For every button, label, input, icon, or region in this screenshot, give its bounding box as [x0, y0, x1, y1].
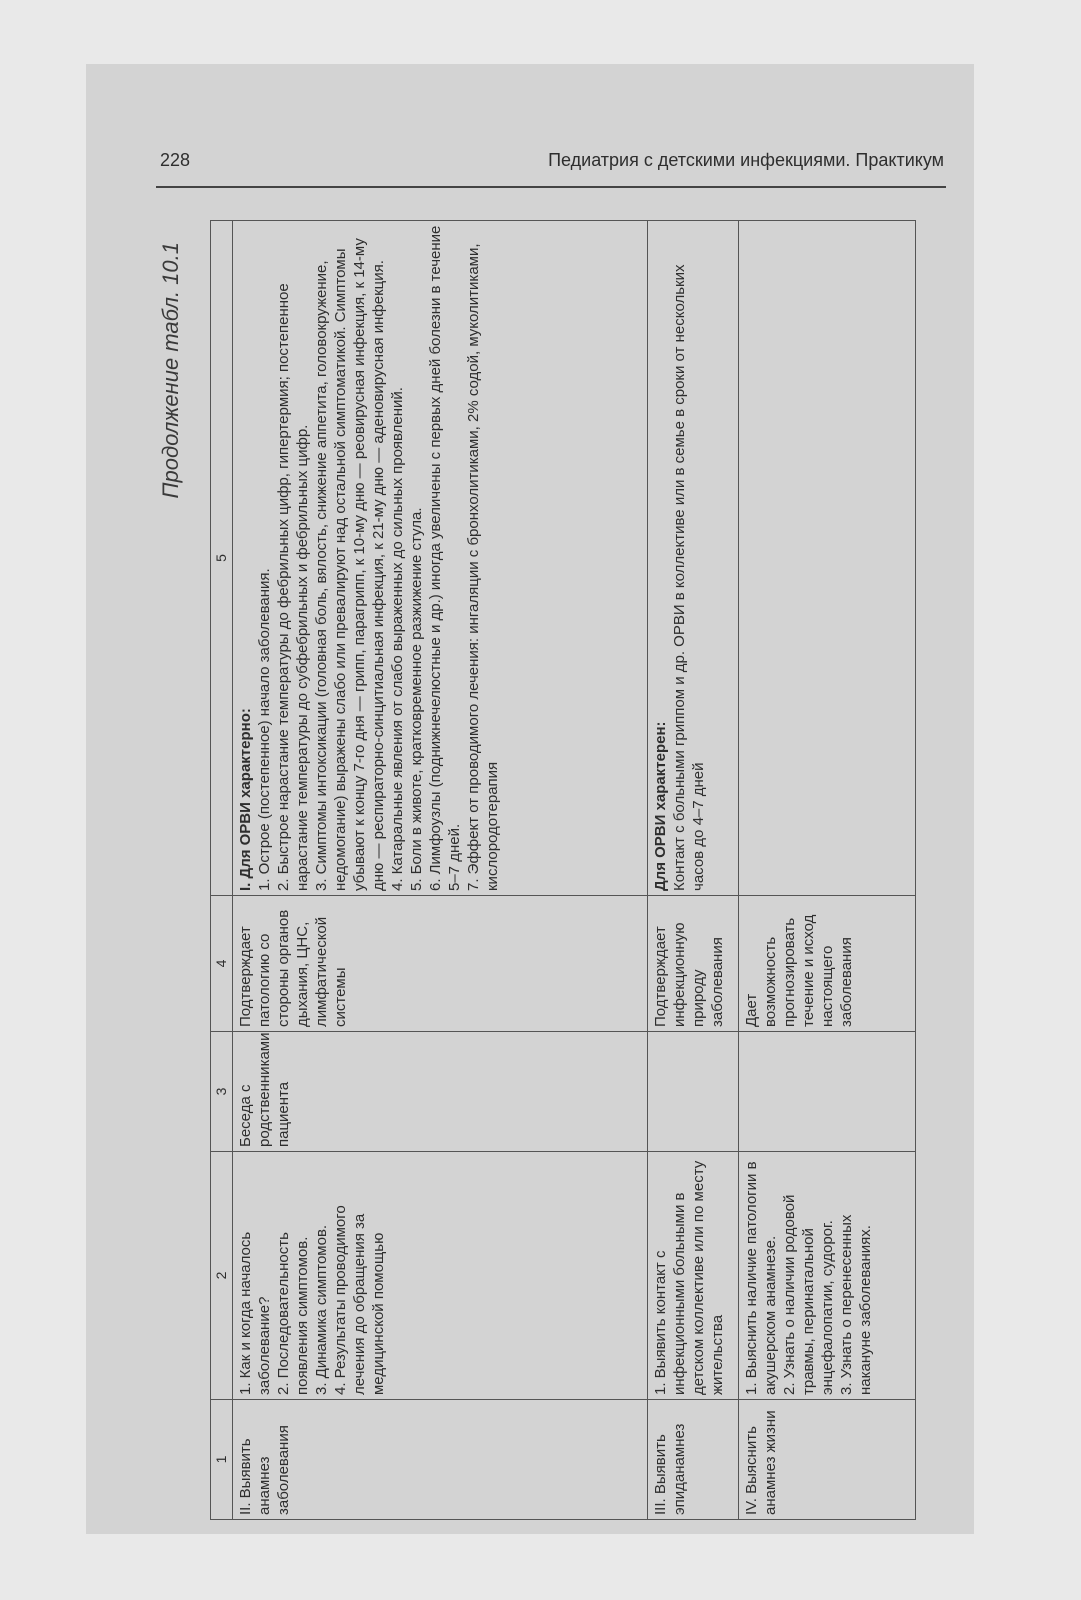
- column-header: 2: [211, 1152, 233, 1400]
- findings-cell: [233, 221, 648, 896]
- rationale-cell: Подтверждает инфекционную природу заболевания: [648, 896, 739, 1032]
- column-header: 4: [211, 896, 233, 1032]
- method-cell: Беседа с родственниками пациента: [233, 1032, 648, 1152]
- action-item: 3. Динамика симптомов.: [313, 1224, 330, 1395]
- page-header: [156, 146, 946, 188]
- action-item: 3. Узнать о перенесенных накануне заболеваниях.: [838, 1214, 874, 1395]
- stage-cell: II. Выявить анамнез заболевания: [233, 1400, 648, 1520]
- method-cell: [739, 1032, 916, 1152]
- actions-cell: [739, 1152, 916, 1400]
- finding-item: 3. Симптомы интоксикации (головная боль, вялость, снижение аппетита, головокружение, недомогание) выражены слабо или превалируют над остальной симптоматикой. Симптомы убывают к концу 7-го дня — грипп, парагрипп, к 10-му дню — реовирусная инфекция, к 14-му дню — респираторно-синцитиальная инфекция, к 21-му дню — аденовирусная инфекция.: [313, 238, 387, 891]
- table-row: [739, 221, 916, 1520]
- page-number: 228: [160, 150, 191, 170]
- finding-item: 7. Эффект от проводимого лечения: ингаляции с бронхолитиками, 2% содой, муколитиками, кислородотерапия: [465, 243, 501, 891]
- action-item: 1. Выявить контакт с инфекционными больными в детском коллективе или по месту жительства: [652, 1160, 726, 1395]
- table-header-row: [211, 221, 233, 1520]
- column-header: 3: [211, 1032, 233, 1152]
- action-item: 2. Последовательность появления симптомов.: [275, 1232, 311, 1395]
- running-title: Педиатрия с детскими инфекциями. Практикум: [548, 150, 944, 170]
- action-item: 1. Как и когда началось заболевание?: [237, 1231, 273, 1395]
- finding-item: Контакт с больными гриппом и др. ОРВИ в коллективе или в семье в сроки от нескольких часов до 4–7 дней: [671, 264, 707, 891]
- findings-cell: [739, 221, 916, 896]
- rationale-cell: Дает возможность прогнозировать течение и исход настоящего заболевания: [739, 896, 916, 1032]
- stage-cell: III. Выявить эпиданамнез: [648, 1400, 739, 1520]
- column-header: 5: [211, 221, 233, 896]
- stage-cell: IV. Выяснить анамнез жизни: [739, 1400, 916, 1520]
- finding-item: 5. Боли в животе, кратковременное разжижение стула.: [408, 507, 425, 891]
- finding-item: 6. Лимфоузлы (поднижнечелюстные и др.) иногда увеличены с первых дней болезни в течение 5–7 дней.: [427, 225, 463, 891]
- action-item: 2. Узнать о наличии родовой травмы, перинатальной энцефалопатии, судорог.: [781, 1194, 836, 1395]
- finding-item: 2. Быстрое нарастание температуры до фебрильных цифр, гипертермия; постепенное нарастание температуры до субфебрильных и фебрильных цифр.: [275, 283, 311, 891]
- action-item: 1. Выяснить наличие патологии в акушерском анамнезе.: [743, 1161, 779, 1395]
- finding-item: 1. Острое (постепенное) начало заболевания.: [256, 568, 273, 891]
- findings-heading: Для ОРВИ характерен:: [652, 721, 669, 891]
- rationale-cell: Подтверждает патологию со стороны органов дыхания, ЦНС, лимфатической системы: [233, 896, 648, 1032]
- actions-cell: [648, 1152, 739, 1400]
- column-header: 1: [211, 1400, 233, 1520]
- actions-cell: [233, 1152, 648, 1400]
- action-item: 4. Результаты проводимого лечения до обращения за медицинской помощью: [332, 1205, 387, 1395]
- findings-cell: [648, 221, 739, 896]
- rotated-table-block: [156, 220, 946, 1520]
- method-cell: [648, 1032, 739, 1152]
- findings-heading: I. Для ОРВИ характерно:: [237, 708, 254, 891]
- finding-item: 4. Катаральные явления от слабо выраженных до сильных проявлений.: [389, 387, 406, 891]
- table-row: [648, 221, 739, 1520]
- table-caption: Продолжение табл. 10.1: [158, 242, 183, 499]
- assessment-table: [210, 220, 916, 1520]
- table-row: [233, 221, 648, 1520]
